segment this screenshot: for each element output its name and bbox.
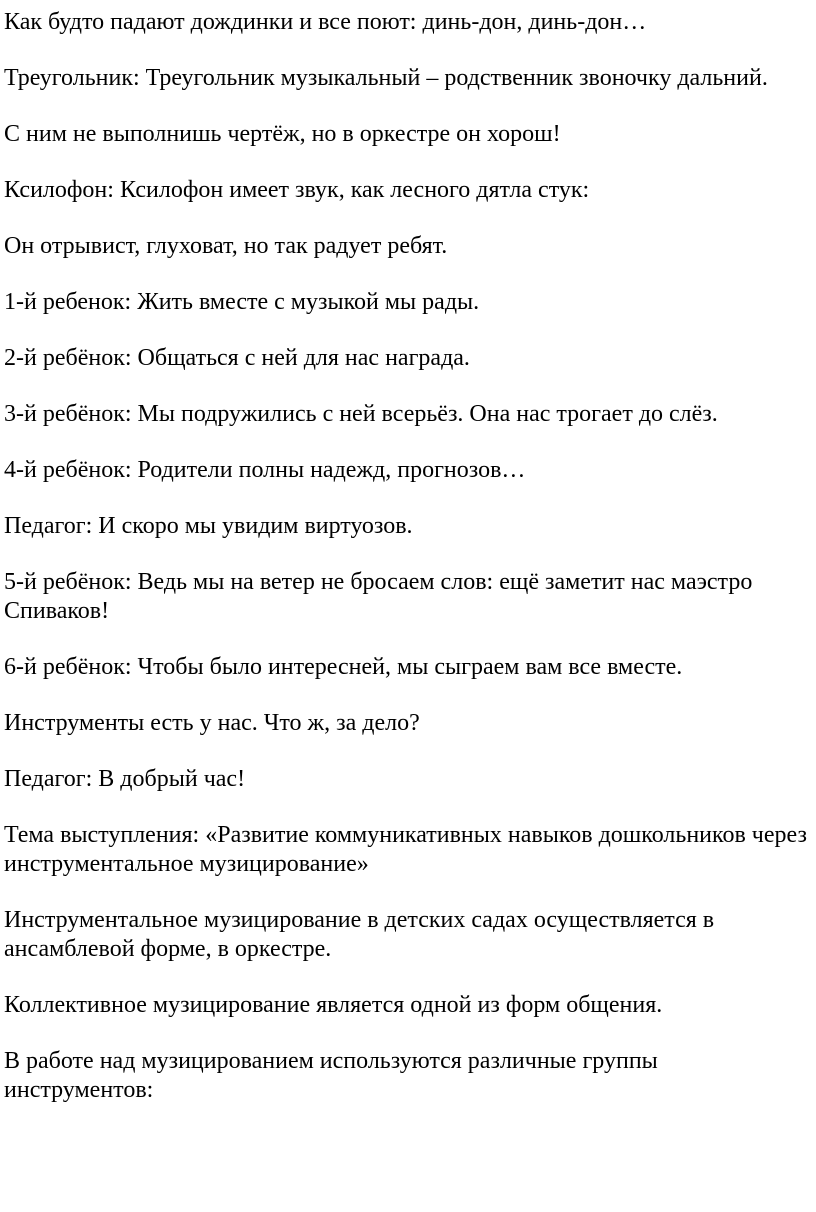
paragraph-5: Он отрывист, глуховат, но так радует ребят.	[4, 233, 448, 259]
paragraph-7: 2-й ребёнок: Общаться с ней для нас награда.	[4, 345, 470, 371]
paragraph-16: Инструментальное музицирование в детских садах осуществляется в ансамблевой форме, в оркестре.	[4, 907, 715, 962]
paragraph-1: Как будто падают дождинки и все поют: динь-дон, динь-дон…	[4, 9, 647, 35]
paragraph-6: 1-й ребенок: Жить вместе с музыкой мы рады.	[4, 289, 480, 315]
paragraph-2: Треугольник: Треугольник музыкальный – родственник звоночку дальний.	[4, 65, 768, 91]
paragraph-13: Инструменты есть у нас. Что ж, за дело?	[4, 710, 420, 736]
paragraph-3: С ним не выполнишь чертёж, но в оркестре он хорош!	[4, 121, 561, 147]
paragraph-10: Педагог: И скоро мы увидим виртуозов.	[4, 513, 413, 539]
paragraph-12: 6-й ребёнок: Чтобы было интересней, мы сыграем вам все вместе.	[4, 654, 683, 680]
paragraph-14: Педагог: В добрый час!	[4, 766, 246, 792]
paragraph-8: 3-й ребёнок: Мы подружились с ней всерьёз. Она нас трогает до слёз.	[4, 401, 718, 427]
paragraph-15: Тема выступления: «Развитие коммуникативных навыков дошкольников через инструментальное музицирование»	[4, 822, 807, 877]
paragraph-18: В работе над музицированием используются различные группы инструментов:	[4, 1048, 658, 1103]
paragraph-4: Ксилофон: Ксилофон имеет звук, как лесного дятла стук:	[4, 177, 590, 203]
paragraph-11: 5-й ребёнок: Ведь мы на ветер не бросаем слов: ещё заметит нас маэстро Спиваков!	[4, 569, 753, 624]
paragraph-17: Коллективное музицирование является одной из форм общения.	[4, 992, 663, 1018]
paragraph-9: 4-й ребёнок: Родители полны надежд, прогнозов…	[4, 457, 526, 483]
